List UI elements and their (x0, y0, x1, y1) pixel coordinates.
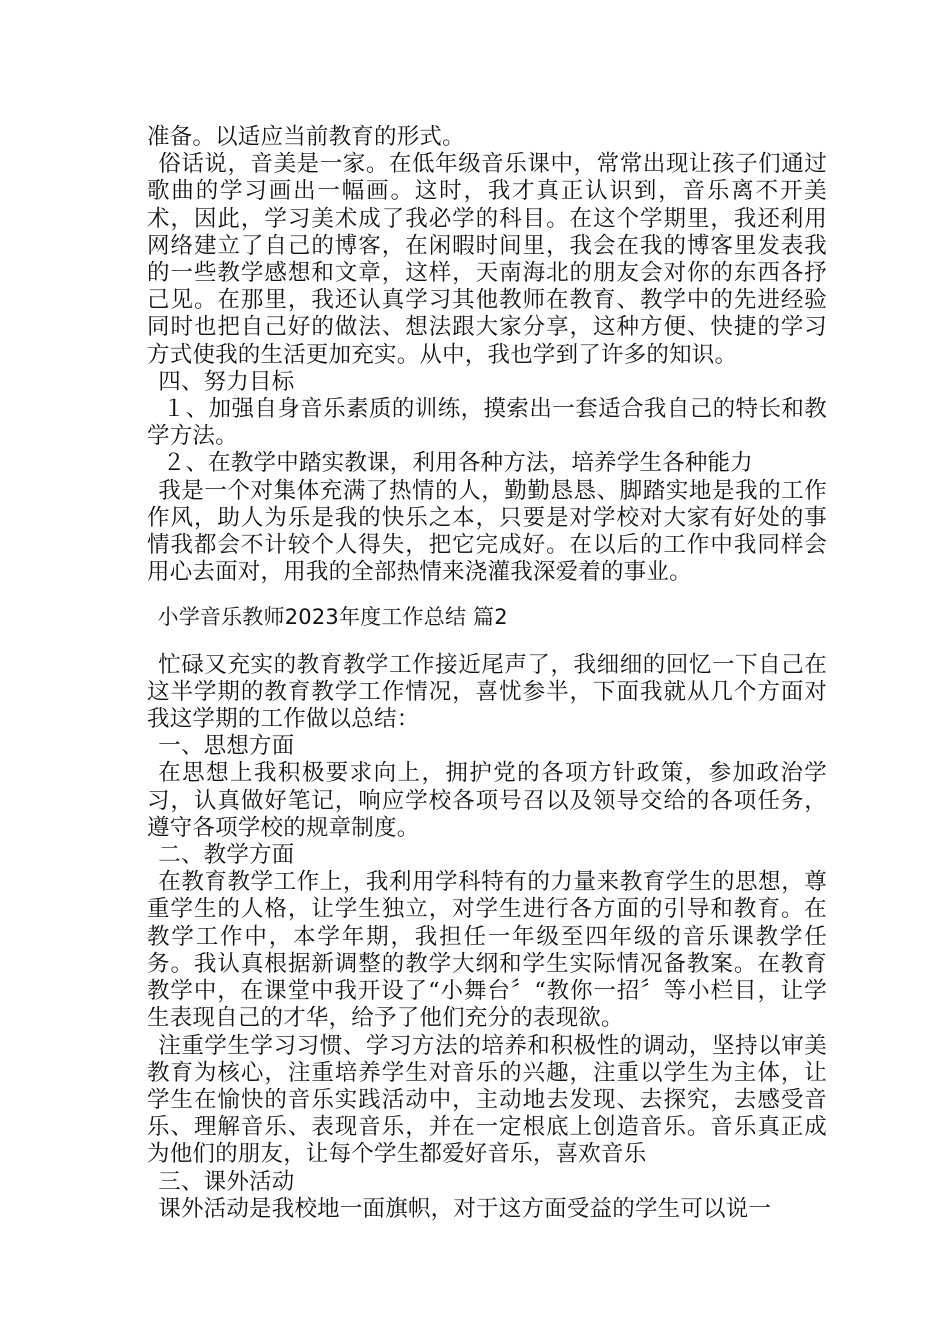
paragraph-continuation: 准备。以适应当前教育的形式。 (147, 124, 465, 150)
goal-item-1: １、加强自身音乐素质的训练，摸索出一套适合我自己的特长和教学方法。 (147, 396, 827, 450)
heading-thought: 一、思想方面 (158, 733, 295, 760)
heading-extracurricular: 三、课外活动 (158, 1168, 295, 1195)
section-title: 小学音乐教师2023年度工作总结 篇2 (157, 605, 508, 630)
paragraph-intro: 忙碌又充实的教育教学工作接近尾声了，我细细的回忆一下自己在这半学期的教育教学工作情况，喜忧参半，下面我就从几个方面对我这学期的工作做以总结： (147, 651, 827, 733)
heading-teaching: 二、教学方面 (158, 842, 295, 869)
paragraph-habits: 注重学生学习习惯、学习方法的培养和积极性的调动，坚持以审美教育为核心，注重培养学生对音乐的兴趣，注重以学生为主体，让学生在愉快的音乐实践活动中，主动地去发现、去探究，去感受音乐、理解音乐、表现音乐，并在一定根底上创造音乐。音乐真正成为他们的朋友，让每个学生都爱好音乐，喜欢音乐 (147, 1032, 827, 1168)
goal-item-2: ２、在教学中踏实教课，利用各种方法，培养学生各种能力 (162, 450, 753, 477)
paragraph-teaching: 在教育教学工作上，我利用学科特有的力量来教育学生的思想，尊重学生的人格，让学生独立，对学生进行各方面的引导和教育。在教学工作中，本学年期，我担任一年级至四年级的音乐课教学任务。我认真根据新调整的教学大纲和学生实际情况备教案。在教育教学中，在课堂中我开设了“小舞台〞“教你一招〞等小栏目，让学生表现自己的才华，给予了他们充分的表现欲。 (147, 869, 827, 1032)
paragraph-thought: 在思想上我积极要求向上，拥护党的各项方针政策，参加政治学习，认真做好笔记，响应学校各项号召以及领导交给的各项任务，遵守各项学校的规章制度。 (147, 760, 827, 841)
paragraph-attitude: 我是一个对集体充满了热情的人，勤勤恳恳、脚踏实地是我的工作作风，助人为乐是我的快乐之本，只要是对学校对大家有好处的事情我都会不计较个人得失，把它完成好。在以后的工作中我同样会用心去面对，用我的全部热情来浇灌我深爱着的事业。 (147, 477, 827, 586)
document-body (147, 124, 827, 1223)
paragraph-music-art: 俗话说，音美是一家。在低年级音乐课中，常常出现让孩子们通过歌曲的学习画出一幅画。这时，我才真正认识到，音乐离不开美术，因此，学习美术成了我必学的科目。在这个学期里，我还利用网络建立了自己的博客，在闲暇时间里，我会在我的博客里发表我的一些教学感想和文章，这样，天南海北的朋友会对你的东西各抒己见。在那里，我还认真学习其他教师在教育、教学中的先进经验同时也把自己好的做法、想法跟大家分享，这种方便、快捷的学习方式使我的生活更加充实。从中，我也学到了许多的知识。 (147, 151, 827, 368)
heading-goals: 四、努力目标 (158, 368, 295, 395)
paragraph-extracurricular: 课外活动是我校地一面旗帜，对于这方面受益的学生可以说一 (158, 1195, 772, 1222)
